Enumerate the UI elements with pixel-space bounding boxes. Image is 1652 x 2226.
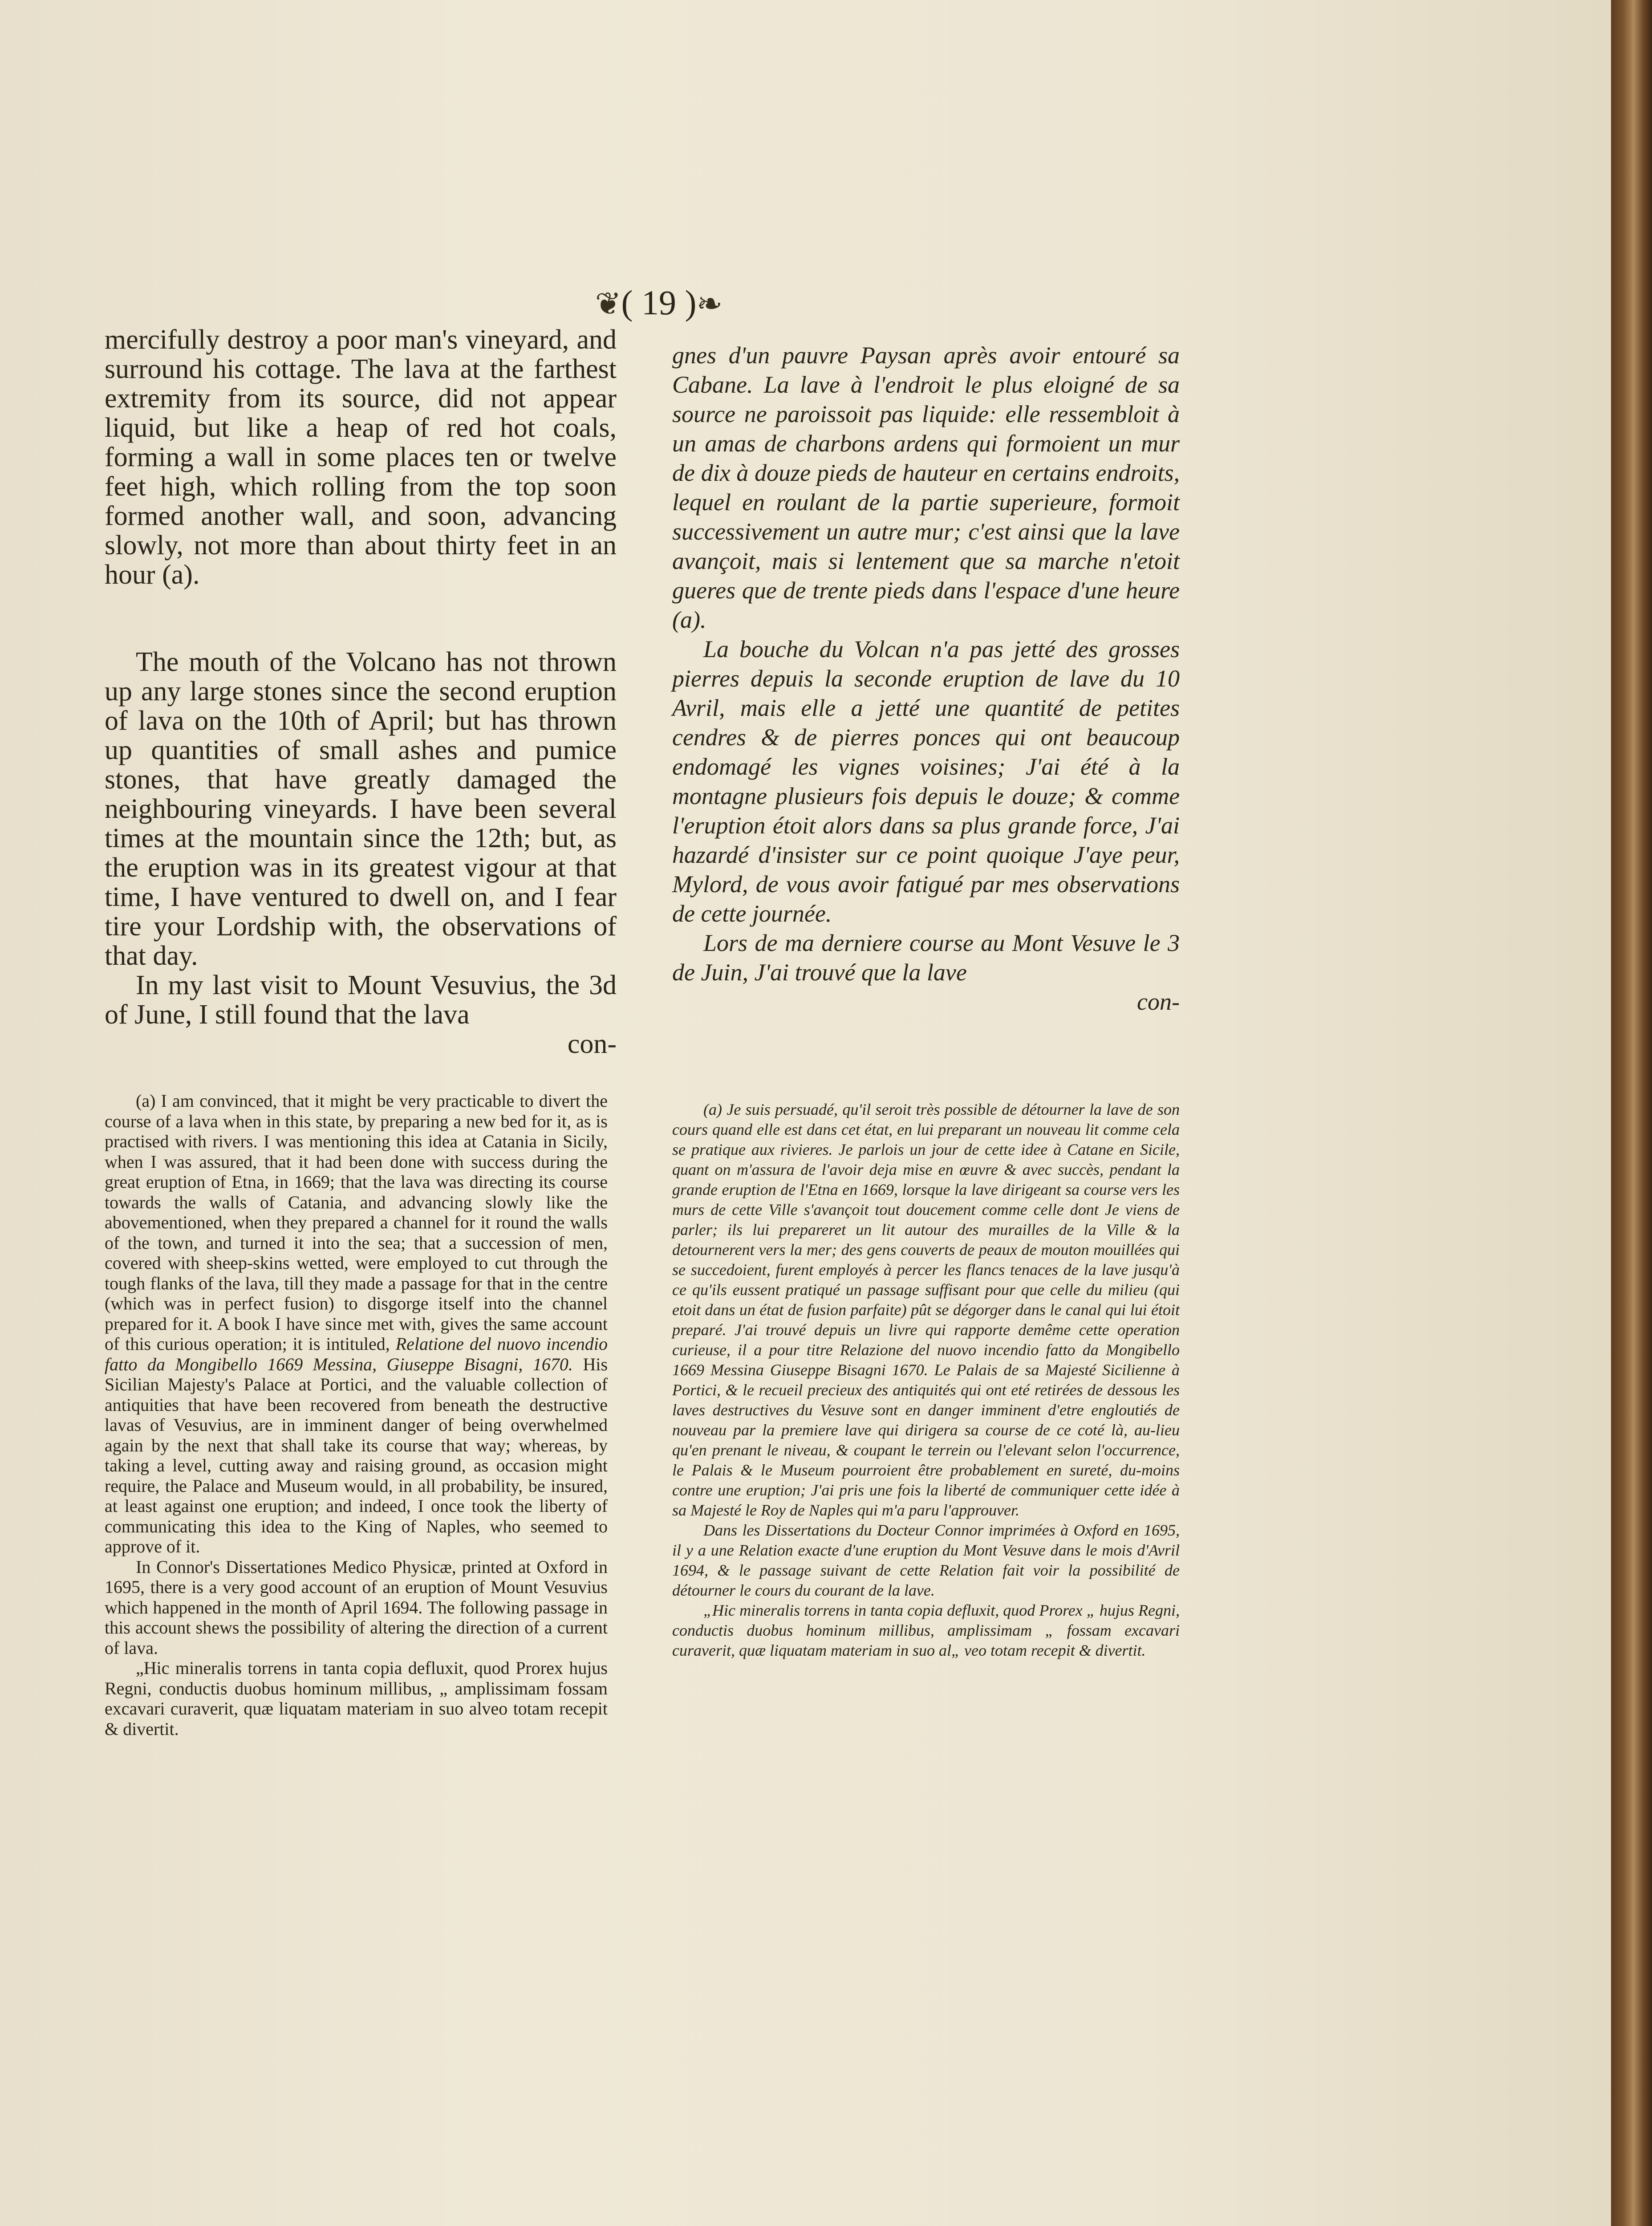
french-footnote-2: Dans les Dissertations du Docteur Connor imprimées à Oxford en 1695, il y a une Relation exacte d'une eruption du Mont Vesuve dans le mois d'Avril 1694, & le passage suivant de cette Relation fait voir la possibilité de détourner le cours du courant de la lave. bbox=[672, 1521, 1180, 1599]
french-footnote-1: (a) Je suis persuadé, qu'il seroit très possible de détourner la lave de son cours quand elle est dans cet état, en lui preparant un nouveau lit comme cela se pratique aux rivieres. Je parlois un jour de cette idee à Catane en Sicile, quant on m'assura de l'avoir deja mise en œuvre & avec succès, pendant la grande eruption de l'Etna en 1669, lorsque la lave dirigeant sa course vers les murs de cette Ville s'avançoit tout doucement comme celle dont Je viens de parler; ils lui prepareret un lit autour des murailles de la Ville & la detournerent vers la mer; des gens couverts de peaux de mouton mouillées qui se succedoient, furent employés à percer les flancs tenaces de la lave jusqu'à ce qu'ils eussent pratiqué un passage suffisant pour que celle du milieu (qui etoit dans un état de fusion parfaite) pût se dégorger dans le canal qui lui étoit preparé. J'ai trouvé depuis un livre qui rapporte demême cette operation curieuse, il a pour titre Relazione del nuovo incendio fatto da Mongibello 1669 Messina Giuseppe Bisagni 1670. Le Palais de sa Majesté Sicilienne à Portici, & le recueil precieux des antiquités qui ont eté retirées de dessous les laves destructives du Vesuve sont en danger imminent d'etre engloutiés de nouveau par la premiere lave qui dirigera sa course de ce coté là, au-lieu qu'en prenant le niveau, & coupant le terrein ou l'elevant selon l'occurrence, le Palais & le Museum pourroient être probablement en sureté, du-moins contre une eruption; J'ai pris une fois la liberté de communiquer cette idée à sa Majesté le Roy de Naples qui m'a paru l'approuver. bbox=[672, 1101, 1180, 1519]
french-column bbox=[672, 341, 1180, 1016]
book-title: Relatione del nuovo incendio fatto da Mongibello 1669 Messina, Giuseppe Bisagni, 1670. bbox=[105, 1334, 608, 1374]
paragraph-gap bbox=[105, 589, 617, 647]
english-column bbox=[105, 325, 617, 1059]
english-catchword: con- bbox=[567, 1029, 617, 1059]
french-footnote-quote: „Hic mineralis torrens in tanta copia defluxit, quod Prorex „ hujus Regni, conductis duobus hominum millibus, amplissimam „ fossam excavari curaverit, quæ liquatam materiam in suo al„ veo totam recepit & divertit. bbox=[672, 1601, 1180, 1659]
french-paragraph-3: Lors de ma derniere course au Mont Vesuve le 3 de Juin, J'ai trouvé que la lave bbox=[672, 930, 1180, 986]
english-footnotes bbox=[105, 1091, 608, 1739]
french-paragraph-1: gnes d'un pauvre Paysan après avoir entouré sa Cabane. La lave à l'endroit le plus eloigné de sa source ne paroissoit pas liquide: elle ressembloit à un amas de charbons ardens qui formoient un mur de dix à douze pieds de hauteur en certains endroits, lequel en roulant de la partie superieure, formoit successivement un autre mur; c'est ainsi que la lave avançoit, mais si lentement que sa marche n'etoit gueres que de trente pieds dans l'espace d'une heure (a). bbox=[672, 342, 1180, 633]
book-binding-edge bbox=[1611, 0, 1652, 2226]
english-footnote-2: In Connor's Dissertationes Medico Physicæ, printed at Oxford in 1695, there is a very good account of an eruption of Mount Vesuvius which happened in the month of April 1694. The following passage in this account shews the possibility of altering the direction of a current of lava. bbox=[105, 1556, 608, 1658]
english-paragraph-3: In my last visit to Mount Vesuvius, the 3d of June, I still found that the lava bbox=[105, 970, 617, 1030]
fleuron-right-icon: ❧ bbox=[696, 287, 723, 321]
french-catchword: con- bbox=[1137, 988, 1180, 1015]
fleuron-left-icon: ❦ bbox=[595, 287, 621, 321]
english-footnote-1-continued: His Sicilian Majesty's Palace at Portici, and the valuable collection of antiquities that have been recovered from beneath the destructive lavas of Vesuvius, are in imminent danger of being overwhelmed again by the next that shall take its course that way; whereas, by taking a level, cutting away and raising ground, as occasion might require, the Palace and Museum would, in all probability, be insured, at least against one eruption; and indeed, I once took the liberty of communicating this idea to the King of Naples, who seemed to approve of it. bbox=[105, 1354, 608, 1556]
french-paragraph-2: La bouche du Volcan n'a pas jetté des grosses pierres depuis la seconde eruption de lave du 10 Avril, mais elle a jetté une quantité de petites cendres & de pierres ponces qui ont beaucoup endomagé les vignes voisines; J'ai été à la montagne plusieurs fois depuis le douze; & comme l'eruption étoit alors dans sa plus grande force, J'ai hazardé d'insister sur ce point quoique J'aye peur, Mylord, de vous avoir fatigué par mes observations de cette journée. bbox=[672, 636, 1180, 927]
page-number: ( 19 ) bbox=[621, 283, 697, 322]
english-paragraph-2: The mouth of the Volcano has not thrown up any large stones since the second eruption of lava on the 10th of April; but has thrown up quantities of small ashes and pumice stones, that have greatly damaged the neighbouring vineyards. I have been several times at the mountain since the 12th; but, as the eruption was in its greatest vigour at that time, I have ventured to dwell on, and I fear tire your Lordship with, the observations of that day. bbox=[105, 647, 617, 971]
english-paragraph-1: mercifully destroy a poor man's vineyard, and surround his cottage. The lava at the farthest extremity from its source, did not appear liquid, but like a heap of red hot coals, forming a wall in some places ten or twelve feet high, which rolling from the top soon formed another wall, and soon, advancing slowly, not more than about thirty feet in an hour (a). bbox=[105, 325, 617, 590]
english-footnote-1 bbox=[105, 1091, 608, 1557]
english-footnote-1-text: (a) I am convinced, that it might be very practicable to divert the course of a lava when in this state, by preparing a new bed for it, as is practised with rivers. I was mentioning this idea at Catania in Sicily, when I was assured, that it had been done with success during the great eruption of Etna, in 1669; that the lava was directing its course towards the walls of Catania, and advancing slowly like the abovementioned, when they prepared a channel for it round the walls of the town, and turned it into the sea; that a succession of men, covered with sheep-skins wetted, were employed to cut through the tough flanks of the lava, till they made a passage for that in the centre (which was in perfect fusion) to disgorge itself into the channel prepared for it. A book I have since met with, gives the same account of this curious operation; it is intituled, bbox=[105, 1091, 608, 1354]
french-footnotes bbox=[672, 1100, 1180, 1661]
page-header bbox=[574, 280, 743, 325]
english-footnote-quote: „Hic mineralis torrens in tanta copia defluxit, quod Prorex hujus Regni, conductis duobus hominum millibus, „ amplissimam fossam excavari curaverit, quæ liquatam materiam in suo alveo totam recepit & divertit. bbox=[105, 1658, 608, 1739]
